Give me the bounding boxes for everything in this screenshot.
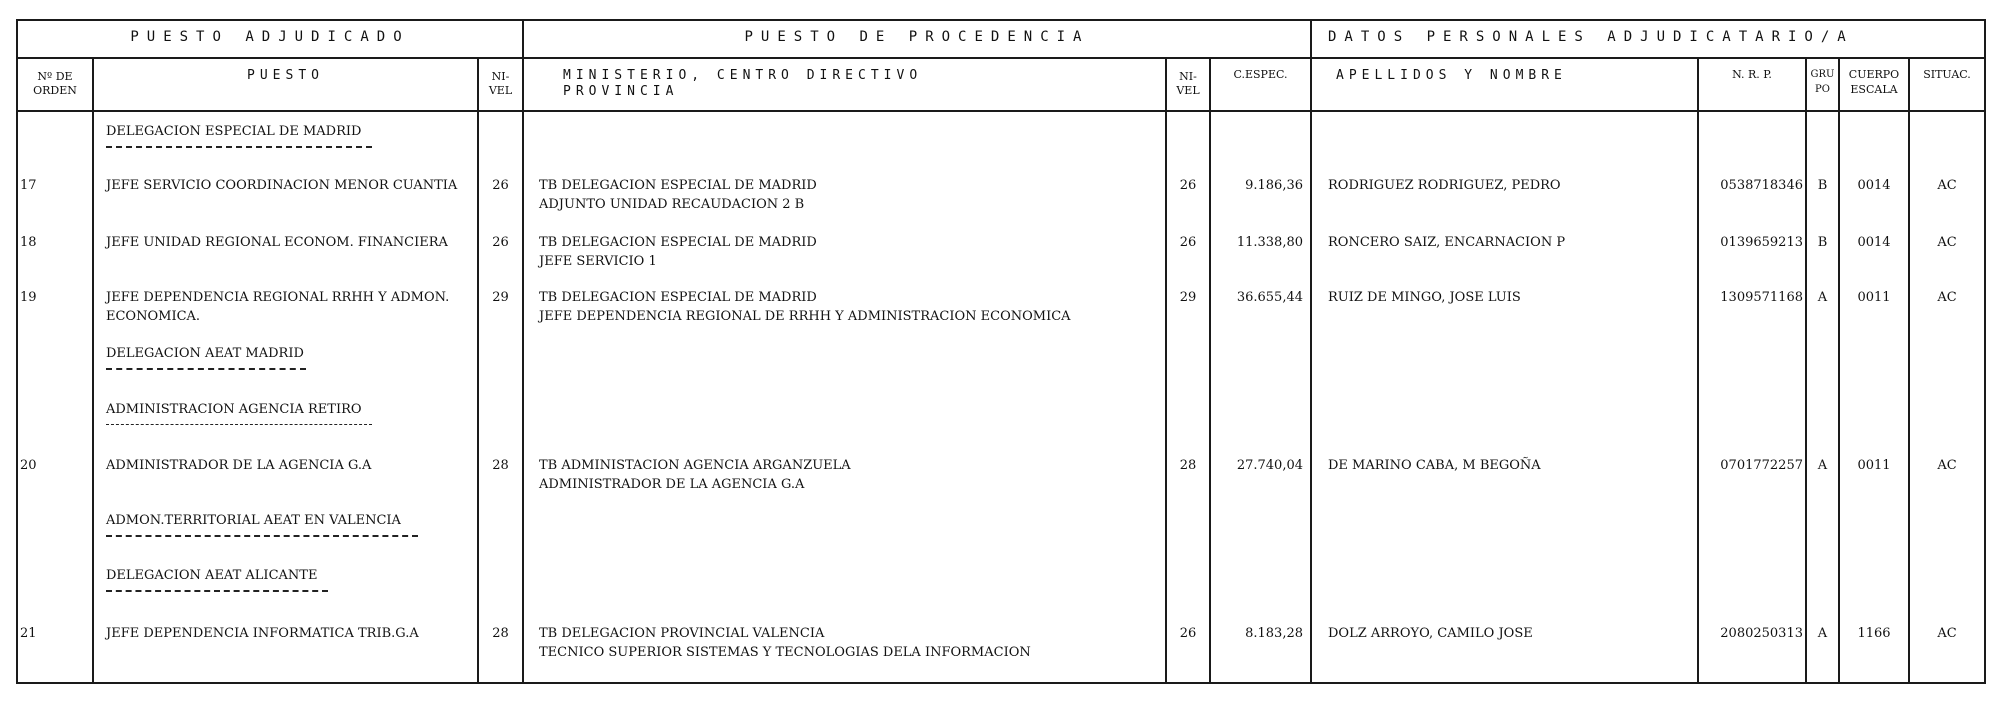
cell-nrp: 1309571168: [1720, 290, 1803, 305]
col-header-ministerio-1: MINISTERIO, CENTRO DIRECTIVO: [563, 68, 923, 83]
cell-nombre: RUIZ DE MINGO, JOSE LUIS: [1328, 290, 1521, 305]
cell-orden: 20: [20, 458, 37, 473]
col-header-grupo-1: GRU: [1810, 69, 1835, 80]
cell-nrp: 2080250313: [1720, 626, 1803, 641]
cell-cuerpo: 0014: [1857, 178, 1891, 193]
cell-nivel: 29: [492, 290, 509, 305]
cell-situac: AC: [1937, 178, 1957, 193]
col-header-situac: SITUAC.: [1923, 68, 1971, 81]
col-header-nivel-1: NI-: [491, 70, 510, 83]
column-header-divider: [16, 110, 1986, 112]
cell-nivel: 28: [492, 458, 509, 473]
cell-nivel-proc: 28: [1179, 458, 1197, 473]
cell-nivel: 26: [492, 235, 509, 250]
section-underline: [106, 368, 306, 370]
col-divider-nombre: [1697, 58, 1699, 684]
group-header-puesto-adjudicado: PUESTO ADJUDICADO: [130, 29, 410, 45]
group-header-puesto-procedencia: PUESTO DE PROCEDENCIA: [744, 29, 1090, 45]
cell-puesto: ADMINISTRADOR DE LA AGENCIA G.A: [106, 458, 372, 473]
cell-orden: 17: [20, 178, 37, 193]
col-header-grupo-2: PO: [1815, 84, 1830, 95]
section-heading: ADMINISTRACION AGENCIA RETIRO: [106, 402, 362, 417]
cell-cuerpo: 0011: [1857, 458, 1891, 473]
cell-procedencia-puesto: JEFE DEPENDENCIA REGIONAL DE RRHH Y ADMINISTRACION ECONOMICA: [539, 309, 1071, 324]
col-header-orden-2: ORDEN: [33, 84, 77, 97]
cell-nrp: 0538718346: [1720, 178, 1803, 193]
cell-procedencia: TB DELEGACION PROVINCIAL VALENCIA: [539, 626, 825, 641]
cell-situac: AC: [1937, 458, 1957, 473]
cell-orden: 21: [20, 626, 37, 641]
col-header-ministerio-2: PROVINCIA: [563, 84, 679, 99]
cell-procedencia-puesto: JEFE SERVICIO 1: [539, 254, 657, 269]
cell-grupo: A: [1817, 458, 1828, 473]
col-header-cuerpo-1: CUERPO: [1848, 68, 1900, 81]
cell-puesto: JEFE UNIDAD REGIONAL ECONOM. FINANCIERA: [106, 235, 448, 250]
cell-puesto: JEFE SERVICIO COORDINACION MENOR CUANTIA: [106, 178, 458, 193]
section-heading: DELEGACION AEAT ALICANTE: [106, 568, 318, 583]
cell-nrp: 0701772257: [1720, 458, 1803, 473]
group-header-divider: [16, 57, 1986, 59]
cell-cespec: 36.655,44: [1236, 290, 1303, 305]
cell-cuerpo: 0014: [1857, 235, 1891, 250]
col-header-cespec: C.ESPEC.: [1233, 68, 1288, 81]
cell-cespec: 8.183,28: [1245, 626, 1303, 641]
cell-nivel: 28: [492, 626, 509, 641]
cell-cespec: 11.338,80: [1236, 235, 1303, 250]
section-underline: [106, 146, 372, 148]
cell-puesto-cont: ECONOMICA.: [106, 309, 201, 324]
cell-procedencia: TB DELEGACION ESPECIAL DE MADRID: [539, 178, 817, 193]
col-header-nrp: N. R. P.: [1732, 68, 1772, 81]
section-underline: [106, 424, 372, 425]
cell-procedencia: TB DELEGACION ESPECIAL DE MADRID: [539, 290, 817, 305]
col-header-nivel-2: VEL: [488, 84, 513, 97]
cell-nivel-proc: 26: [1179, 178, 1197, 193]
cell-cespec: 9.186,36: [1245, 178, 1303, 193]
cell-orden: 19: [20, 290, 37, 305]
cell-procedencia: TB DELEGACION ESPECIAL DE MADRID: [539, 235, 817, 250]
cell-situac: AC: [1937, 626, 1957, 641]
col-divider-puesto: [477, 58, 479, 684]
border-left: [16, 19, 18, 684]
col-divider-grupo: [1838, 58, 1840, 684]
cell-grupo: B: [1817, 235, 1828, 250]
col-header-cuerpo-2: ESCALA: [1850, 83, 1898, 96]
section-heading: DELEGACION AEAT MADRID: [106, 346, 304, 361]
cell-nivel: 26: [492, 178, 509, 193]
group-header-datos-personales: DATOS PERSONALES ADJUDICATARIO/A: [1328, 29, 1854, 45]
col-header-puesto: PUESTO: [247, 68, 324, 83]
col-divider-nivel-proc: [1209, 58, 1211, 684]
section-heading: DELEGACION ESPECIAL DE MADRID: [106, 124, 362, 139]
col-header-nivel-proc-1: NI-: [1179, 70, 1197, 83]
cell-grupo: A: [1817, 290, 1828, 305]
col-divider-nivel: [522, 19, 524, 684]
cell-nivel-proc: 26: [1179, 626, 1197, 641]
cell-nivel-proc: 26: [1179, 235, 1197, 250]
cell-grupo: B: [1817, 178, 1828, 193]
border-right: [1984, 19, 1986, 684]
col-divider-cuerpo: [1908, 58, 1910, 684]
cell-procedencia-puesto: TECNICO SUPERIOR SISTEMAS Y TECNOLOGIAS DELA INFORMACION: [539, 645, 1031, 660]
table-bottom-border: [16, 682, 1986, 684]
cell-puesto: JEFE DEPENDENCIA INFORMATICA TRIB.G.A: [106, 626, 419, 641]
cell-nrp: 0139659213: [1720, 235, 1803, 250]
section-underline: [106, 535, 418, 537]
cell-puesto: JEFE DEPENDENCIA REGIONAL RRHH Y ADMON.: [106, 290, 450, 305]
cell-situac: AC: [1937, 290, 1957, 305]
cell-cuerpo: 1166: [1857, 626, 1891, 641]
cell-nombre: DE MARINO CABA, M BEGOÑA: [1328, 458, 1541, 473]
cell-nombre: DOLZ ARROYO, CAMILO JOSE: [1328, 626, 1533, 641]
cell-cuerpo: 0011: [1857, 290, 1891, 305]
cell-situac: AC: [1937, 235, 1957, 250]
section-underline: [106, 590, 328, 592]
cell-nivel-proc: 29: [1179, 290, 1197, 305]
cell-procedencia: TB ADMINISTACION AGENCIA ARGANZUELA: [539, 458, 851, 473]
cell-procedencia-puesto: ADJUNTO UNIDAD RECAUDACION 2 B: [539, 197, 805, 212]
cell-cespec: 27.740,04: [1236, 458, 1303, 473]
cell-orden: 18: [20, 235, 37, 250]
section-heading: ADMON.TERRITORIAL AEAT EN VALENCIA: [106, 513, 401, 528]
col-header-apellidos: APELLIDOS Y NOMBRE: [1336, 68, 1567, 83]
table-top-border: [16, 19, 1986, 21]
cell-nombre: RONCERO SAIZ, ENCARNACION P: [1328, 235, 1566, 250]
cell-procedencia-puesto: ADMINISTRADOR DE LA AGENCIA G.A: [539, 477, 805, 492]
cell-grupo: A: [1817, 626, 1828, 641]
col-divider-ministerio: [1165, 58, 1167, 684]
col-divider-nrp: [1805, 58, 1807, 684]
cell-nombre: RODRIGUEZ RODRIGUEZ, PEDRO: [1328, 178, 1561, 193]
col-header-orden-1: Nº DE: [37, 70, 73, 83]
col-divider-cespec: [1310, 19, 1312, 684]
col-header-nivel-proc-2: VEL: [1176, 84, 1200, 97]
col-divider-orden: [92, 58, 94, 684]
